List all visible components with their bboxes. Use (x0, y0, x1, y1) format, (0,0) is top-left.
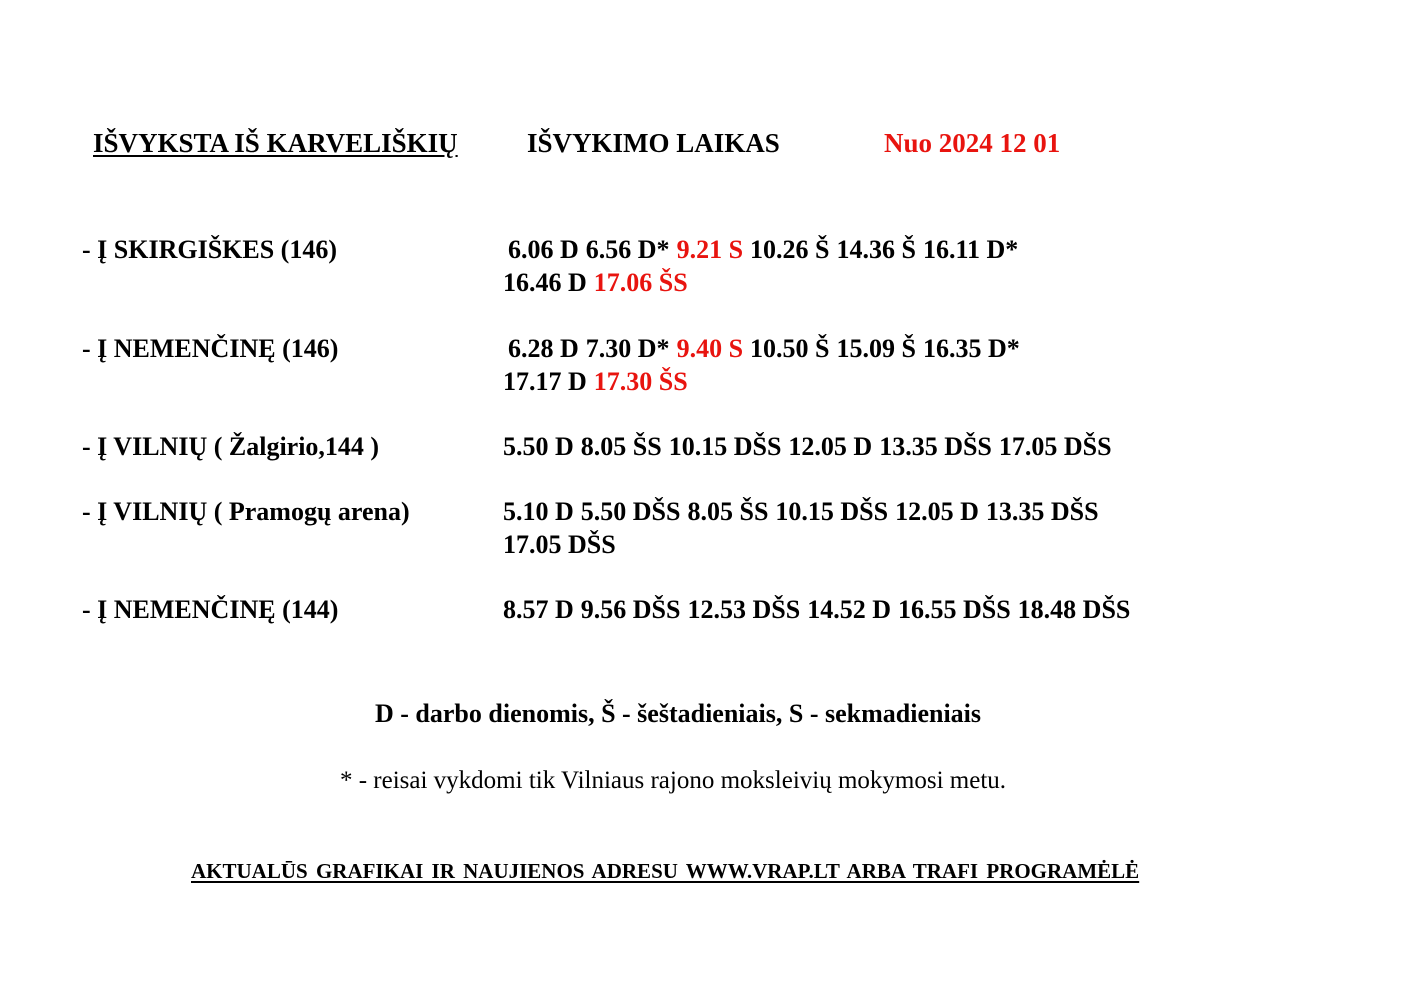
departure-time: 17.05 DŠS (503, 530, 616, 559)
departure-time: 14.36 Š (836, 235, 916, 264)
route-times-line (503, 268, 688, 298)
route-times-line (508, 235, 1018, 265)
departure-time: 13.35 DŠS (985, 497, 1099, 526)
departure-time: 6.28 D (508, 334, 579, 363)
departure-time: 9.40 S (676, 334, 744, 363)
departure-time: 17.30 ŠS (593, 367, 688, 396)
route-times-line (508, 334, 1020, 364)
footnote: * - reisai vykdomi tik Vilniaus rajono moksleivių mokymosi metu. (339, 767, 1007, 794)
departure-time: 6.06 D (508, 235, 579, 264)
departure-time: 10.15 DŠS (775, 497, 889, 526)
departure-time: 13.35 DŠS (879, 432, 992, 461)
departure-time: 12.53 DŠS (687, 595, 801, 624)
route-times-line (503, 432, 1112, 462)
departure-time: 10.26 Š (750, 235, 830, 264)
departure-time: 17.17 D (503, 367, 587, 396)
legend: D - darbo dienomis, Š - šeštadieniais, S - sekmadieniais (374, 699, 982, 728)
route-destination: - Į SKIRGIŠKES (146) (82, 235, 337, 264)
route-destination: - Į NEMENČINĘ (146) (82, 334, 339, 363)
departure-time: 10.15 DŠS (668, 432, 782, 461)
departure-time: 8.05 ŠS (687, 497, 769, 526)
departure-time: 8.57 D (503, 595, 574, 624)
footer-link-text: AKTUALŪS GRAFIKAI IR NAUJIENOS ADRESU WWW.VRAP.LT ARBA TRAFI PROGRAMĖLĖ (191, 859, 1140, 883)
route-destination: - Į VILNIŲ ( Žalgirio,144 ) (82, 432, 380, 461)
departure-time: 12.05 D (895, 497, 979, 526)
departure-time: 16.55 DŠS (897, 595, 1011, 624)
route-destination: - Į VILNIŲ ( Pramogų arena) (82, 497, 410, 526)
valid-from-date: Nuo 2024 12 01 (884, 128, 1061, 158)
departs-from-heading: IŠVYKSTA IŠ KARVELIŠKIŲ (93, 128, 458, 158)
route-times-line (503, 497, 1099, 527)
departure-time: 12.05 D (788, 432, 873, 461)
departure-time: 9.56 DŠS (580, 595, 681, 624)
departure-time: 18.48 DŠS (1017, 595, 1131, 624)
departure-time: 5.10 D (503, 497, 574, 526)
route-times-line (503, 595, 1130, 625)
departure-time: 15.09 Š (836, 334, 916, 363)
departure-time: 16.11 D* (922, 235, 1019, 264)
departure-time: 9.21 S (676, 235, 744, 264)
departure-time: 16.46 D (503, 268, 587, 297)
departure-time: 17.06 ŠS (593, 268, 688, 297)
departure-time: 16.35 D* (922, 334, 1020, 363)
departure-time: 5.50 D (503, 432, 574, 461)
departure-time: 14.52 D (807, 595, 891, 624)
route-destination: - Į NEMENČINĘ (144) (82, 595, 339, 624)
departure-time: 10.50 Š (750, 334, 830, 363)
departure-time: 17.05 DŠS (998, 432, 1112, 461)
route-times-line (503, 530, 616, 560)
departure-time: 8.05 ŠS (580, 432, 662, 461)
departure-time: 5.50 DŠS (580, 497, 681, 526)
departure-time: 7.30 D* (585, 334, 670, 363)
departure-time: 6.56 D* (585, 235, 670, 264)
route-times-line (503, 367, 688, 397)
departure-time-heading: IŠVYKIMO LAIKAS (527, 128, 780, 158)
